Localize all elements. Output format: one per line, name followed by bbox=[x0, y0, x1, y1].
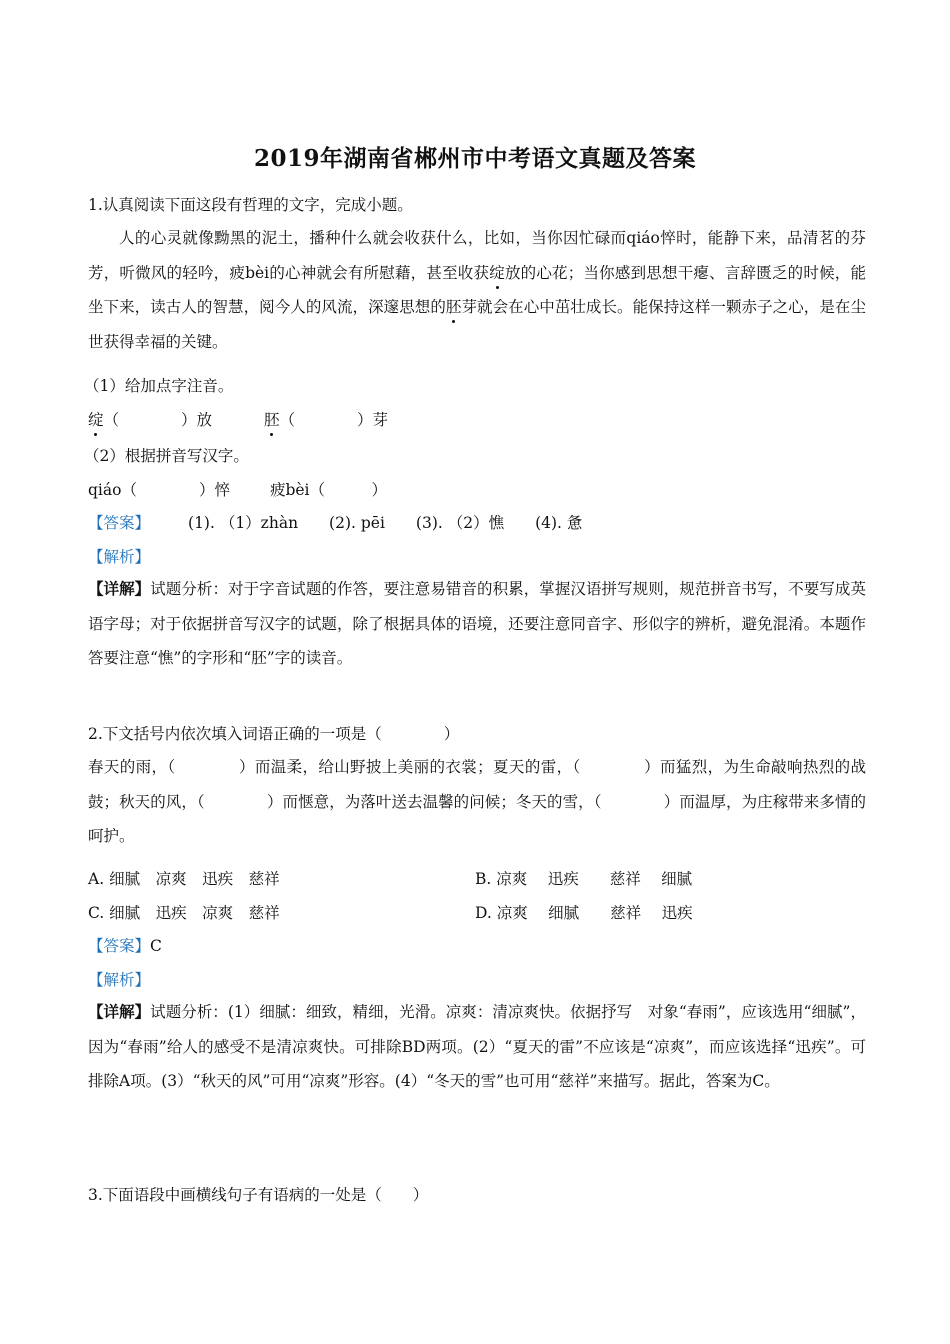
option-c-text: 细腻 迅疾 凉爽 慈祥 bbox=[109, 904, 280, 922]
passage-part-3: 芽就会在心中茁壮成长。能保持这样一颗赤子之心，是在尘世获得幸福的关键。 bbox=[88, 298, 866, 351]
answer-text: C bbox=[150, 937, 162, 955]
option-c[interactable] bbox=[88, 901, 280, 923]
question-3-stem: 3.下面语段中画横线句子有语病的一处是（ ） bbox=[88, 1186, 429, 1204]
fill-blank-row-1 bbox=[88, 408, 388, 430]
answer-tag: 【答案】 bbox=[88, 514, 151, 532]
question-1-stem: 1.认真阅读下面这段有哲理的文字，完成小题。 bbox=[88, 196, 413, 214]
option-b[interactable] bbox=[475, 867, 692, 889]
option-a[interactable] bbox=[88, 867, 280, 889]
question-1-answer bbox=[88, 511, 582, 533]
dotted-char-pei: 胚 bbox=[445, 298, 462, 316]
question-1-detail bbox=[88, 572, 866, 676]
option-b-text: 凉爽 迅疾 慈祥 细腻 bbox=[496, 870, 693, 888]
answer-tag: 【答案】 bbox=[88, 937, 151, 955]
option-a-text: 细腻 凉爽 迅疾 慈祥 bbox=[109, 870, 280, 888]
question-1-analysis-tag: 【解析】 bbox=[88, 548, 151, 566]
option-d[interactable] bbox=[475, 901, 693, 923]
option-c-label: C. bbox=[88, 904, 105, 922]
detail-tag: 【详解】 bbox=[88, 579, 151, 598]
question-2-stem: 2.下文括号内依次填入词语正确的一项是（ ） bbox=[88, 725, 460, 743]
blank-pei: （ ）芽 bbox=[279, 411, 389, 429]
blank-qiao: qiáo（ ）悴 bbox=[88, 481, 230, 499]
option-b-label: B. bbox=[475, 870, 492, 888]
dotted-char-pei-blank: 胚 bbox=[264, 411, 280, 429]
dotted-char-zhan: 绽 bbox=[489, 263, 505, 282]
option-d-text: 凉爽 细腻 慈祥 迅疾 bbox=[496, 904, 693, 922]
question-1-passage bbox=[88, 221, 866, 359]
option-d-label: D. bbox=[475, 904, 492, 922]
document-title: 2019年湖南省郴州市中考语文真题及答案 bbox=[253, 145, 696, 172]
detail-text: 试题分析：(1）细腻：细致，精细，光滑。凉爽：清凉爽快。依据抒写 对象“春雨”，应该选用“细腻”，因为“春雨”给人的感受不是清凉爽快。可排除BD两项。(2）“夏天的雷”不应该是“凉爽”，而应该选择“迅疾”。可排除A项。(3）“秋天的风”可用“凉爽”形容。(4）“冬天的雪”也可用“慈祥”来描写。据此，答案为C。 bbox=[88, 1003, 866, 1090]
answer-text: (1). （1）zhàn (2). pēi (3). （2）憔 (4). 惫 bbox=[188, 514, 583, 532]
passage-part-1: 人的心灵就像黝黑的泥土，播种什么就会收获什么，比如，当你因忙碌而qiáo悴时，能静下来，品清茗的芬芳，听微风的轻吟，疲bèi的心神就会有所慰藉，甚至收获 bbox=[88, 229, 866, 282]
detail-text: 试题分析：对于字音试题的作答，要注意易错音的积累，掌握汉语拼写规则，规范拼音书写，不要写成英语字母；对于依据拼音写汉字的试题，除了根据具体的语境，还要注意同音字、形似字的辨析，避免混淆。本题作答要注意“憔”的字形和“胚”字的读音。 bbox=[88, 580, 866, 667]
blank-zhan: （ ）放 bbox=[103, 411, 213, 429]
passage-part-2: 放的心花；当你感到思想干瘪、言辞匮乏的时候，能坐下来，读古人的智慧，阅今人的风流，深邃思想的 bbox=[88, 263, 866, 316]
blank-bei: 疲bèi（ ） bbox=[269, 481, 388, 499]
option-a-label: A. bbox=[88, 870, 105, 888]
question-2-detail bbox=[88, 995, 866, 1099]
question-2-analysis-tag: 【解析】 bbox=[88, 971, 151, 989]
question-2-answer bbox=[88, 934, 162, 956]
dotted-char-zhan-blank: 绽 bbox=[88, 411, 104, 429]
sub-question-2: （2）根据拼音写汉字。 bbox=[84, 447, 249, 465]
fill-blank-row-2 bbox=[88, 478, 387, 500]
detail-tag: 【详解】 bbox=[88, 1002, 151, 1021]
question-2-passage: 春天的雨，（ ）而温柔，给山野披上美丽的衣裳；夏天的雷，（ ）而猛烈，为生命敲响热烈的战鼓；秋天的风，（ ）而惬意，为落叶送去温馨的问候；冬天的雪，（ ）而温厚，为庄稼带来多情的呵护。 bbox=[88, 758, 866, 845]
sub-question-1: （1）给加点字注音。 bbox=[84, 377, 234, 395]
